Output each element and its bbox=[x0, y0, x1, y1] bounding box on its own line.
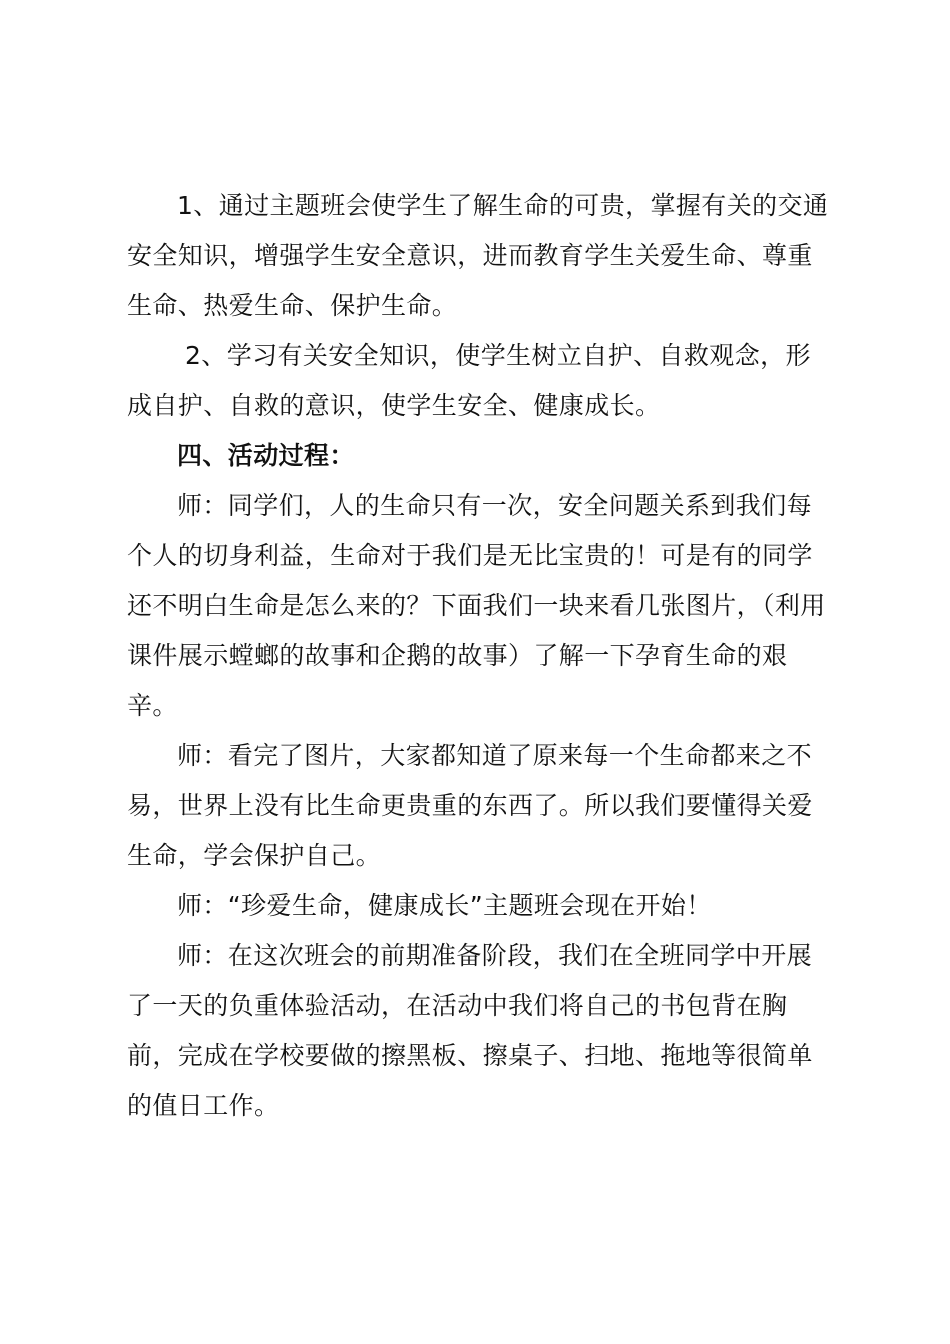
process-paragraph-2: 师：看完了图片，大家都知道了原来每一个生命都来之不易，世界上没有比生命更贵重的东西了。所以我们要懂得关爱生命，学会保护自己。 bbox=[127, 741, 813, 870]
process-paragraph-3: 师：“珍爱生命，健康成长”主题班会现在开始！ bbox=[177, 891, 712, 920]
process-paragraph-4: 师：在这次班会的前期准备阶段，我们在全班同学中开展了一天的负重体验活动，在活动中我们将自己的书包背在胸前，完成在学校要做的擦黑板、擦桌子、扫地、拖地等很简单的值日工作。 bbox=[127, 941, 813, 1120]
document-body bbox=[127, 181, 832, 1131]
section-heading: 四、活动过程： bbox=[177, 441, 355, 470]
objective-paragraph-1: 1、通过主题班会使学生了解生命的可贵，掌握有关的交通安全知识，增强学生安全意识，进而教育学生关爱生命、尊重生命、热爱生命、保护生命。 bbox=[127, 191, 829, 320]
process-paragraph-1: 师：同学们，人的生命只有一次，安全问题关系到我们每个人的切身利益，生命对于我们是无比宝贵的！可是有的同学还不明白生命是怎么来的？下面我们一块来看几张图片，（利用课件展示螳螂的故事和企鹅的故事）了解一下孕育生命的艰辛。 bbox=[127, 491, 826, 720]
objective-paragraph-2: 2、学习有关安全知识，使学生树立自护、自救观念，形成自护、自救的意识，使学生安全、健康成长。 bbox=[127, 341, 811, 420]
